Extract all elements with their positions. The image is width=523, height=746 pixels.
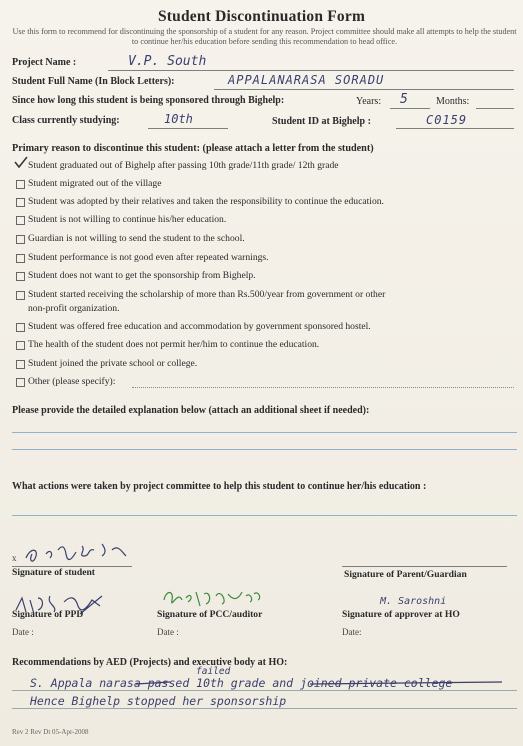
parent-signature-label: Signature of Parent/Guardian xyxy=(344,569,467,580)
months-label: Months: xyxy=(436,96,470,107)
reason-checkbox-health[interactable] xyxy=(16,341,25,350)
reason-option-private: Student joined the private school or college. xyxy=(28,358,198,369)
reason-option-scholarship-cont: non-profit organization. xyxy=(28,303,120,314)
recommendation-rule-2 xyxy=(12,708,517,709)
reason-checkbox-migrated[interactable] xyxy=(16,180,25,189)
reason-checkbox-not-willing[interactable] xyxy=(16,216,25,225)
recommendation-line-1[interactable]: S. Appala narasa passed 10th grade and joined private college xyxy=(30,676,453,690)
date-pcc-label: Date : xyxy=(157,627,179,637)
full-name-label: Student Full Name (In Block Letters): xyxy=(12,76,175,87)
recommendation-line-2[interactable]: Hence Bighelp stopped her sponsorship xyxy=(30,694,287,708)
reason-option-hostel: Student was offered free education and accommodation by government sponsored hostel. xyxy=(28,321,371,332)
project-name-line xyxy=(108,70,514,71)
recommendations-label: Recommendations by AED (Projects) and executive body at HO: xyxy=(12,657,288,668)
years-label: Years: xyxy=(356,96,382,107)
strikethrough-marks xyxy=(130,680,510,690)
reason-option-no-sponsorship: Student does not want to get the sponsorship from Bighelp. xyxy=(28,270,256,281)
reason-option-adopted: Student was adopted by their relatives and taken the responsibility to continue the education. xyxy=(28,196,384,207)
date-ppd-label: Date : xyxy=(12,627,34,637)
actions-label: What actions were taken by project committee to help this student to continue her/his education : xyxy=(12,481,427,492)
parent-signature-line xyxy=(342,566,507,567)
class-line xyxy=(148,128,228,129)
reason-checkbox-hostel[interactable] xyxy=(16,323,25,332)
student-signature-scribble xyxy=(24,540,134,566)
explanation-line-2[interactable] xyxy=(12,449,517,450)
explanation-line-1[interactable] xyxy=(12,432,517,433)
reason-option-guardian: Guardian is not willing to send the student to the school. xyxy=(28,233,245,244)
reason-checkbox-performance[interactable] xyxy=(16,254,25,263)
explanation-label: Please provide the detailed explanation below (attach an additional sheet if needed): xyxy=(12,405,370,416)
reasons-heading: Primary reason to discontinue this student: (please attach a letter from the student) xyxy=(12,143,374,154)
reason-checkbox-adopted[interactable] xyxy=(16,198,25,207)
class-value[interactable]: 10th xyxy=(164,112,193,126)
date-approver-label: Date: xyxy=(342,627,362,637)
student-id-value[interactable]: C0159 xyxy=(426,113,468,127)
ppd-signature-label: Signature of PPD xyxy=(12,609,84,620)
student-id-label: Student ID at Bighelp : xyxy=(272,116,371,127)
reason-checkbox-other[interactable] xyxy=(16,378,25,387)
months-line xyxy=(476,108,514,109)
student-signature-label: Signature of student xyxy=(12,567,95,578)
years-line xyxy=(390,108,430,109)
reason-option-scholarship: Student started receiving the scholarship of more than Rs.500/year from government or other xyxy=(28,289,386,300)
other-specify-line[interactable] xyxy=(132,387,514,388)
student-id-line xyxy=(396,128,514,129)
checkmark-icon[interactable] xyxy=(14,157,28,169)
footer-revision: Rev 2 Rev Dt 05-Apr-2008 xyxy=(12,728,89,736)
reason-checkbox-no-sponsorship[interactable] xyxy=(16,272,25,281)
since-label: Since how long this student is being sponsored through Bighelp: xyxy=(12,95,285,106)
form-title: Student Discontinuation Form xyxy=(157,8,366,25)
reason-option-health: The health of the student does not permit her/him to continue the education. xyxy=(28,339,320,350)
approver-signature-label: Signature of approver at HO xyxy=(342,609,460,620)
pcc-signature-label: Signature of PCC/auditor xyxy=(157,609,263,620)
reason-checkbox-guardian[interactable] xyxy=(16,235,25,244)
reason-checkbox-scholarship[interactable] xyxy=(16,291,25,300)
approver-name: M. Saroshni xyxy=(380,596,447,607)
full-name-line xyxy=(214,89,514,90)
student-x-mark: x xyxy=(12,553,17,563)
recommendation-rule-1 xyxy=(12,690,517,691)
years-value[interactable]: 5 xyxy=(400,92,408,107)
recommendation-insert-word: failed xyxy=(196,666,231,677)
reason-option-not-willing: Student is not willing to continue his/her education. xyxy=(28,214,227,225)
reason-checkbox-private[interactable] xyxy=(16,360,25,369)
actions-line[interactable] xyxy=(12,515,517,516)
full-name-value[interactable]: APPALANARASA SORADU xyxy=(228,73,385,87)
reason-option-performance: Student performance is not good even after repeated warnings. xyxy=(28,252,269,263)
reason-option-other: Other (please specify): xyxy=(28,376,116,387)
project-name-value[interactable]: V.P. South xyxy=(128,54,207,69)
reason-option-migrated: Student migrated out of the village xyxy=(28,178,162,189)
form-intro: Use this form to recommend for discontinuing the sponsorship of a student for any reason. Project committee should make all attempts to help the student to continue her/his education before sending this recommendation to head office. xyxy=(12,27,517,46)
reason-option-graduated: Student graduated out of Bighelp after passing 10th grade/11th grade/ 12th grade xyxy=(28,160,339,171)
project-name-label: Project Name : xyxy=(12,57,77,68)
class-label: Class currently studying: xyxy=(12,115,120,126)
